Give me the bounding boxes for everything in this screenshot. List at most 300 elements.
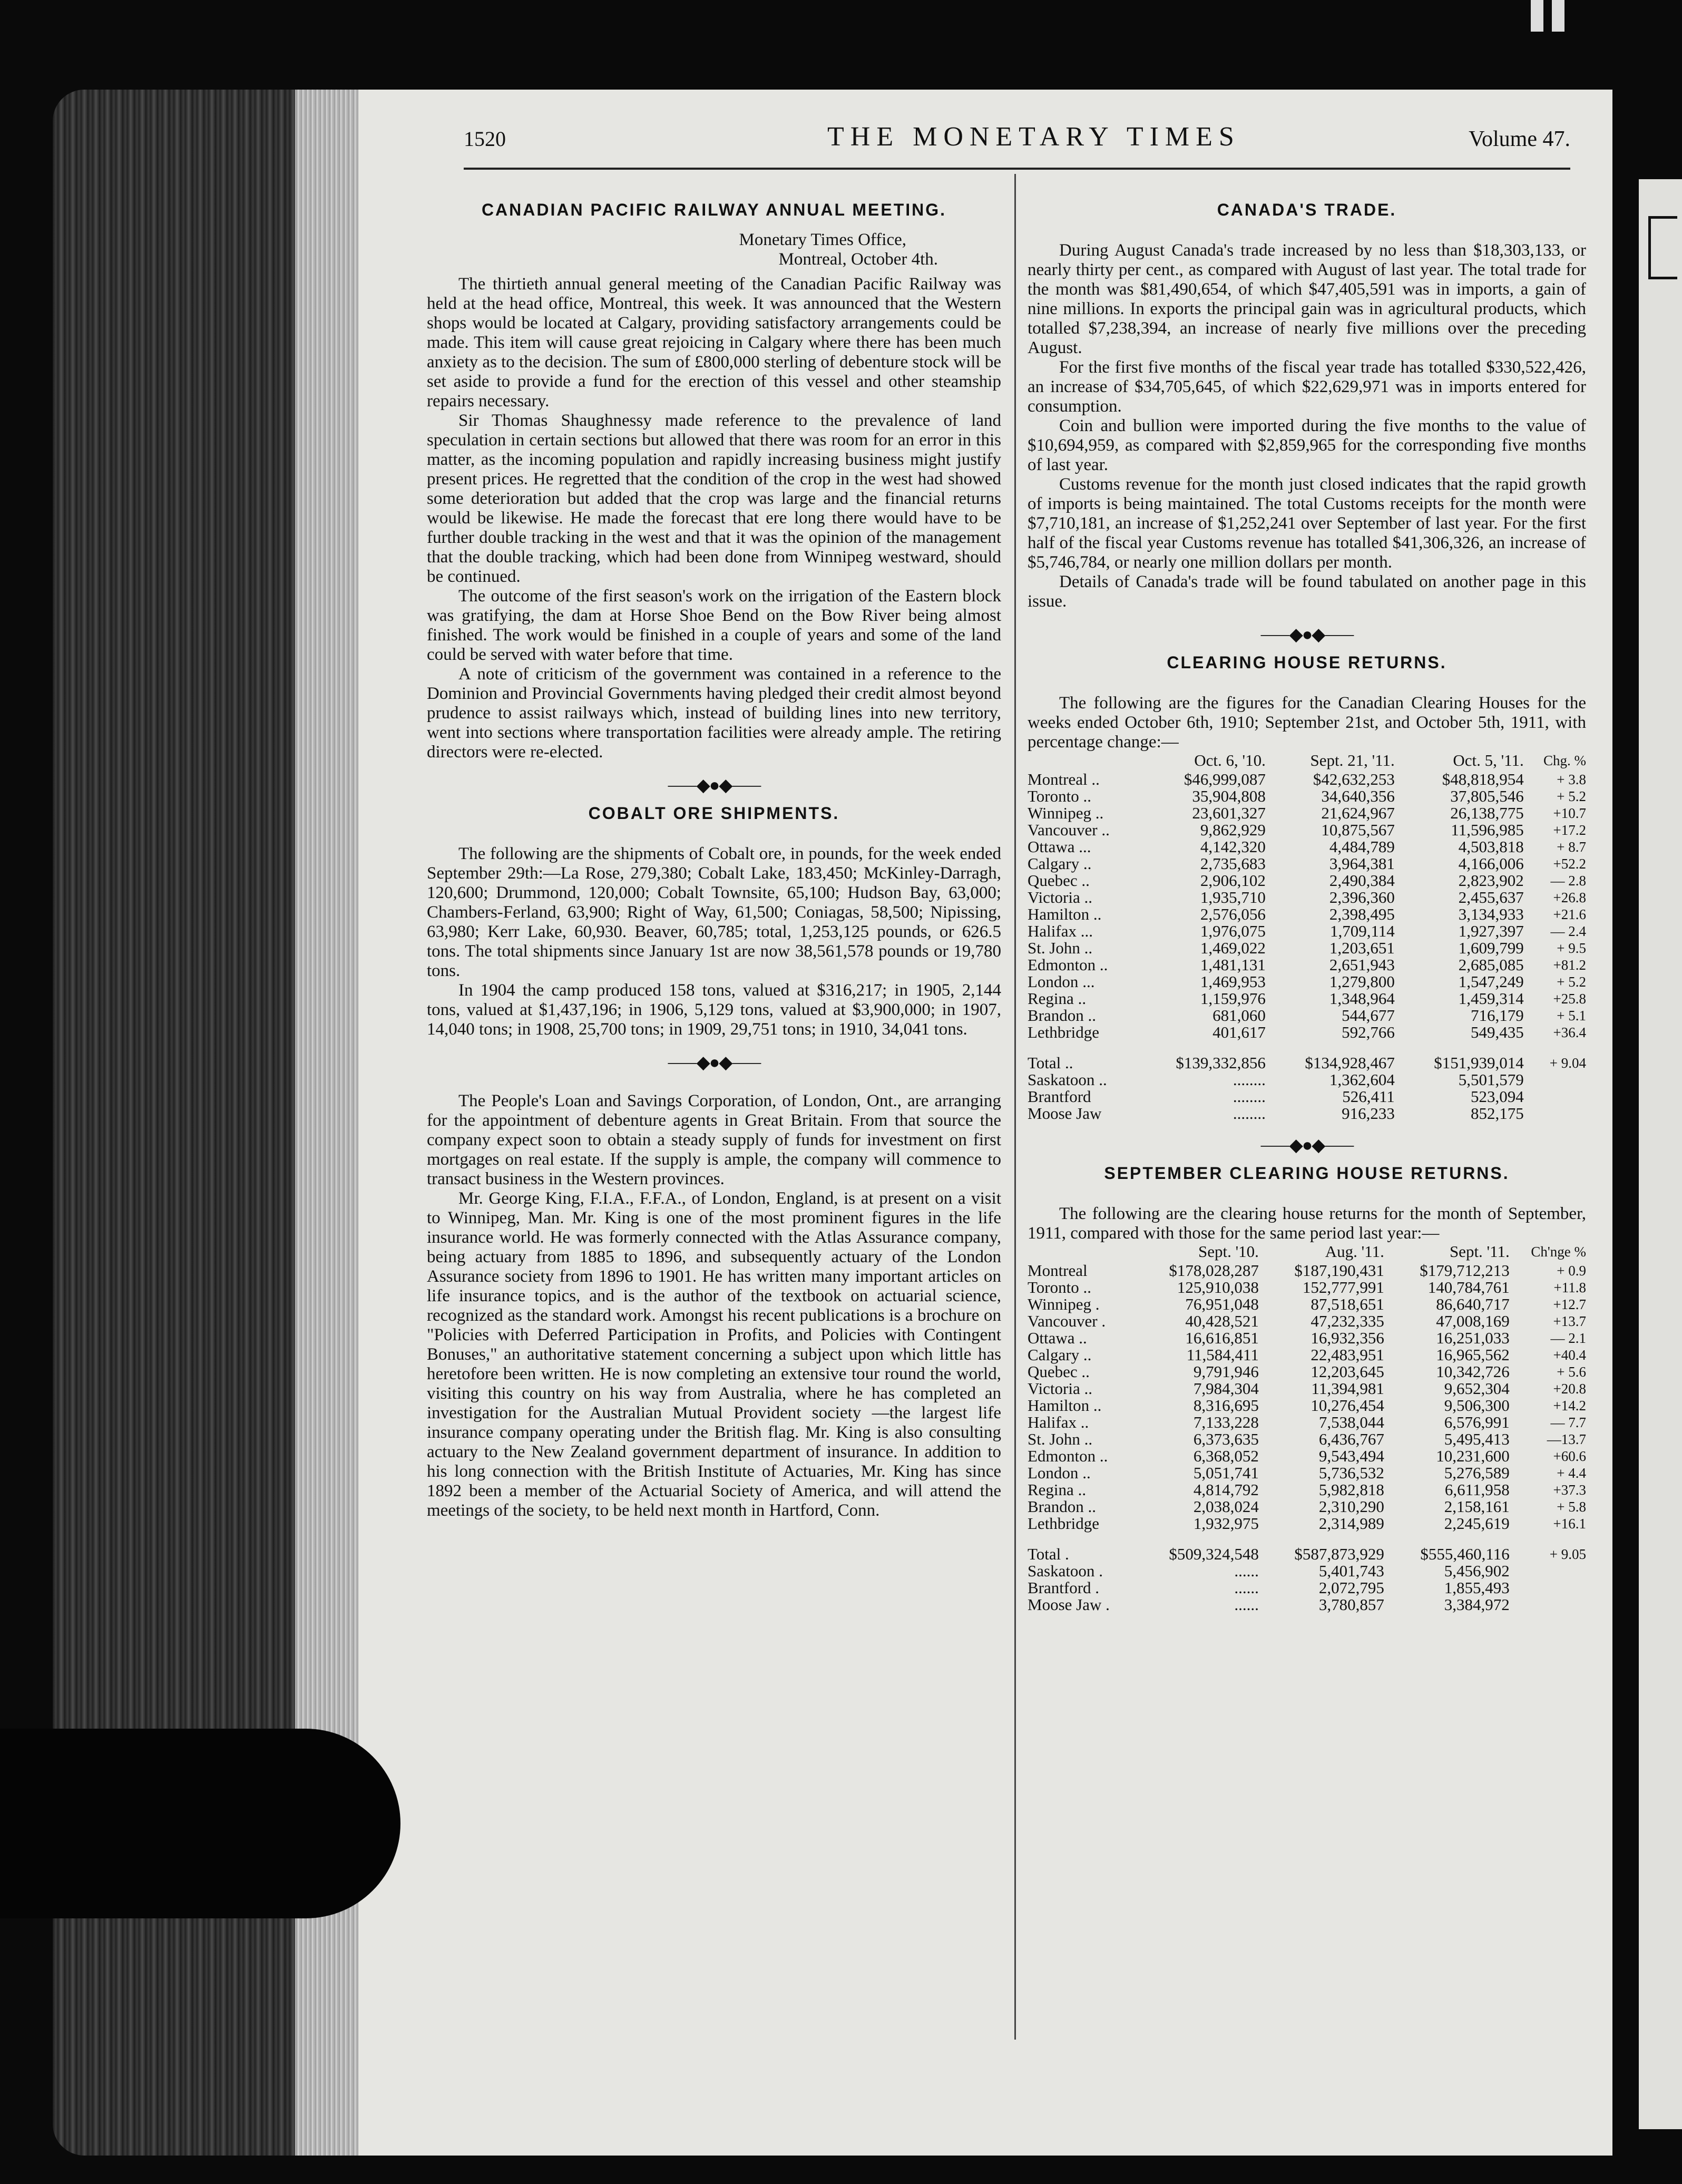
city-name: St. John <box>1028 1430 1080 1448</box>
change-cell: + 5.6 <box>1557 1364 1586 1380</box>
city-cell <box>1028 805 1137 822</box>
cpr-heading: CANADIAN PACIFIC RAILWAY ANNUAL MEETING. <box>481 200 947 219</box>
value-cell: 1,469,953 <box>1200 972 1266 991</box>
city-name: Victoria <box>1028 888 1080 906</box>
value-cell: 2,455,637 <box>1458 888 1524 906</box>
change-cell: + 8.7 <box>1557 839 1586 855</box>
value-cell: 1,348,964 <box>1329 989 1395 1008</box>
peoples-loan-paragraph: The People's Loan and Savings Corporation, of London, Ont., are arranging for the appointment of debenture agents in Great Britain. From that source the company expect soon to obtain a steady supply of funds for investment on first mortgages on real estate. If the supply is ample, the company will commence to transact business in the Western provinces. <box>427 1091 1001 1188</box>
change-cell <box>1510 1579 1586 1596</box>
table-row <box>1028 1498 1586 1515</box>
table-row <box>1028 1431 1586 1448</box>
city-cell <box>1028 1041 1137 1071</box>
change-cell: +11.8 <box>1553 1280 1586 1295</box>
city-cell <box>1028 1296 1133 1313</box>
value-cell: 34,640,356 <box>1321 787 1395 805</box>
city-cell <box>1028 1515 1133 1532</box>
city-cell <box>1028 1380 1133 1397</box>
value-cell: 6,368,052 <box>1193 1447 1259 1465</box>
table-row <box>1028 1279 1586 1296</box>
city-cell <box>1028 771 1137 788</box>
dot-leader: .. <box>1093 905 1102 923</box>
table-row <box>1028 788 1586 805</box>
value-cell: 2,906,102 <box>1200 871 1266 890</box>
trade-paragraph: During August Canada's trade increased by no less than $18,303,133, or nearly thirty per cent., as compared with August of last year. The total trade for the month was $81,490,654, of which $47,405,591 was in imports, a gain of nine millions. In exports the principal gain was in agricultural products, which totalled $7,238,394, an increase of nearly five millions over the preceding August. <box>1028 241 1586 357</box>
column-header: Chg. % <box>1543 753 1586 768</box>
city-cell <box>1028 889 1137 906</box>
change-cell: +20.8 <box>1553 1381 1586 1397</box>
table-row <box>1028 1363 1586 1380</box>
september-table-header <box>1028 1243 1586 1262</box>
table-row <box>1028 906 1586 923</box>
table-row <box>1028 1313 1586 1330</box>
value-cell: 1,932,975 <box>1193 1514 1259 1533</box>
table-row <box>1028 957 1586 973</box>
september-heading: SEPTEMBER CLEARING HOUSE RETURNS. <box>1104 1164 1510 1183</box>
value-cell: 2,735,683 <box>1200 854 1266 873</box>
dot-leader: ... <box>1079 837 1091 856</box>
value-cell: 86,640,717 <box>1436 1295 1510 1313</box>
value-cell: 5,982,818 <box>1318 1480 1384 1499</box>
dot-leader: .. <box>1079 1329 1087 1347</box>
value-cell: 2,685,085 <box>1458 955 1524 974</box>
value-cell: ...... <box>1234 1595 1259 1614</box>
value-cell: $42,632,253 <box>1313 770 1395 788</box>
city-cell <box>1028 1397 1133 1414</box>
value-cell: 1,976,075 <box>1200 922 1266 940</box>
change-cell: — 2.4 <box>1550 923 1586 939</box>
value-cell: 9,862,929 <box>1200 821 1266 839</box>
value-cell: 40,428,521 <box>1185 1312 1259 1330</box>
change-cell: +52.2 <box>1553 856 1586 872</box>
value-cell: 4,484,789 <box>1329 837 1395 856</box>
city-cell <box>1028 1448 1133 1465</box>
table-row <box>1028 1088 1586 1105</box>
trade-paragraph: For the first five months of the fiscal year trade has totalled $330,522,426, an increase of $34,705,645, of which $22,629,971 was in imports entered for consumption. <box>1028 358 1586 416</box>
table-row <box>1028 1397 1586 1414</box>
value-cell: 716,179 <box>1471 1006 1524 1025</box>
value-cell: 4,814,792 <box>1193 1480 1259 1499</box>
value-cell: 10,875,567 <box>1321 821 1395 839</box>
city-cell <box>1028 940 1137 957</box>
dot-leader: .. <box>1065 1054 1073 1072</box>
right-column <box>1028 200 1586 1613</box>
value-cell: 6,611,958 <box>1444 1480 1510 1499</box>
value-cell: 1,927,397 <box>1458 922 1524 940</box>
value-cell: 3,964,381 <box>1329 854 1395 873</box>
value-cell: 47,232,335 <box>1311 1312 1384 1330</box>
value-cell: 2,490,384 <box>1329 871 1395 890</box>
value-cell: 2,158,161 <box>1444 1497 1510 1516</box>
table-row <box>1028 1024 1586 1041</box>
value-cell: 16,616,851 <box>1185 1329 1259 1347</box>
city-cell <box>1028 1579 1133 1596</box>
value-cell: $179,712,213 <box>1420 1261 1510 1280</box>
dot-leader: .. <box>1078 1480 1087 1499</box>
value-cell: $587,873,929 <box>1294 1545 1384 1563</box>
table-row <box>1028 855 1586 872</box>
dot-leader: .. <box>1088 1497 1097 1516</box>
value-cell: 1,609,799 <box>1458 939 1524 957</box>
table-row <box>1028 771 1586 788</box>
value-cell: ........ <box>1233 1070 1266 1089</box>
scan-marker-left <box>1531 0 1543 32</box>
section-ornament: ⸺◆●◆⸺ <box>667 1053 761 1072</box>
dot-leader: . <box>1095 1295 1100 1313</box>
city-name: Edmonton <box>1028 955 1096 974</box>
change-cell: +81.2 <box>1553 957 1586 973</box>
value-cell: 2,651,943 <box>1329 955 1395 974</box>
change-cell: — 2.8 <box>1550 873 1586 889</box>
value-cell: ...... <box>1234 1562 1259 1580</box>
change-cell: + 5.1 <box>1557 1008 1586 1023</box>
value-cell: 2,576,056 <box>1200 905 1266 923</box>
value-cell: 6,436,767 <box>1318 1430 1384 1448</box>
city-name: Saskatoon <box>1028 1562 1095 1580</box>
table-row <box>1028 1596 1586 1613</box>
dot-leader: .. <box>1088 1006 1097 1025</box>
city-name: Vancouver <box>1028 1312 1098 1330</box>
dot-leader: .. <box>1095 804 1104 822</box>
table-row <box>1028 990 1586 1007</box>
scan-marker-right <box>1552 0 1564 32</box>
page-header <box>464 121 1570 163</box>
value-cell: 1,459,314 <box>1458 989 1524 1008</box>
change-cell: +12.7 <box>1553 1296 1586 1312</box>
table-row <box>1028 1414 1586 1431</box>
city-name: Brandon <box>1028 1006 1084 1025</box>
column-header: Oct. 5, '11. <box>1453 751 1524 769</box>
change-cell <box>1524 1088 1586 1105</box>
value-cell: 1,469,022 <box>1200 939 1266 957</box>
city-name: Lethbridge <box>1028 1023 1100 1041</box>
value-cell: 76,951,048 <box>1185 1295 1259 1313</box>
table-row <box>1028 1296 1586 1313</box>
value-cell: 7,538,044 <box>1318 1413 1384 1431</box>
change-cell: +13.7 <box>1553 1313 1586 1329</box>
value-cell: $134,928,467 <box>1305 1054 1395 1072</box>
city-name: Quebec <box>1028 871 1078 890</box>
city-cell <box>1028 1007 1137 1024</box>
change-cell: + 4.4 <box>1557 1465 1586 1481</box>
change-cell: +16.1 <box>1553 1516 1586 1532</box>
george-king-paragraph: Mr. George King, F.I.A., F.F.A., of London, England, is at present on a visit to Winnipeg, Man. Mr. King is one of the most prominent figures in the life insurance world. He was formerly connected with the Atlas Assurance company, being actuary from 1885 to 1896, and subsequently actuary of the London Assurance society from 1896 to 1901. He has written many important articles on life insurance topics, and is the author of the textbook on actuarial science, recognized as the standard work. Amongst his recent publications is a brochure on "Policies with Deferred Participation in Profits, and Policies with Contingent Bonuses," an authoritative statement concerning a subject upon which little has heretofore been written. He is now completing an extensive tour round the world, visiting this country on his way from Australia, where he has completed an investigation for the Australian Mutual Provident society —the largest life insurance company operating under the British flag. Mr. King is also consulting actuary to the New Zealand government department of insurance. In addition to his long connection with the British Institute of Actuaries, Mr. King has since 1892 been a member of the Actuarial Society of America, and will attend the meetings of the society, to be held next month in Hartford, Conn. <box>427 1189 1001 1520</box>
table-row <box>1028 1481 1586 1498</box>
table-row <box>1028 1330 1586 1347</box>
city-cell <box>1028 973 1137 990</box>
city-name: Total <box>1028 1054 1061 1072</box>
clearing-intro: The following are the figures for the Canadian Clearing Houses for the weeks ended October 6th, 1910; September 21st, and October 5th, 1911, with percentage change:— <box>1028 694 1586 752</box>
value-cell: 1,709,114 <box>1329 922 1395 940</box>
city-name: Winnipeg <box>1028 804 1092 822</box>
city-name: Brandon <box>1028 1497 1084 1516</box>
value-cell: 10,231,600 <box>1436 1447 1510 1465</box>
value-cell: 1,203,651 <box>1329 939 1395 957</box>
dot-leader: .. <box>1084 939 1093 957</box>
value-cell: 37,805,546 <box>1450 787 1524 805</box>
city-name: Halifax <box>1028 1413 1077 1431</box>
value-cell: 6,373,635 <box>1193 1430 1259 1448</box>
table-row <box>1028 872 1586 889</box>
value-cell: 526,411 <box>1342 1087 1395 1106</box>
change-cell <box>1510 1596 1586 1613</box>
value-cell: 5,456,902 <box>1444 1562 1510 1580</box>
clearing-table-header <box>1028 752 1586 771</box>
table-row <box>1028 973 1586 990</box>
cobalt-heading: COBALT ORE SHIPMENTS. <box>588 804 840 823</box>
dot-leader: .. <box>1099 1070 1107 1089</box>
value-cell: 1,279,800 <box>1329 972 1395 991</box>
value-cell: 1,159,976 <box>1200 989 1266 1008</box>
change-cell <box>1510 1563 1586 1579</box>
change-cell: +10.7 <box>1553 805 1586 821</box>
value-cell: ........ <box>1233 1104 1266 1123</box>
value-cell: 5,276,589 <box>1444 1464 1510 1482</box>
header-rule <box>464 168 1570 170</box>
value-cell: 5,501,579 <box>1458 1070 1524 1089</box>
value-cell: 6,576,991 <box>1444 1413 1510 1431</box>
dot-leader: . <box>1065 1545 1069 1563</box>
value-cell: 152,777,991 <box>1302 1278 1384 1296</box>
value-cell: $48,818,954 <box>1442 770 1524 788</box>
value-cell: 26,138,775 <box>1450 804 1524 822</box>
change-cell: + 5.2 <box>1557 974 1586 990</box>
value-cell: 8,316,695 <box>1193 1396 1259 1415</box>
city-name: London <box>1028 1464 1079 1482</box>
value-cell: 2,396,360 <box>1329 888 1395 906</box>
table-row <box>1028 923 1586 940</box>
value-cell: 2,038,024 <box>1193 1497 1259 1516</box>
city-name: Lethbridge <box>1028 1514 1100 1533</box>
change-cell: +17.2 <box>1553 822 1586 838</box>
change-cell <box>1524 1071 1586 1088</box>
value-cell: 7,133,228 <box>1193 1413 1259 1431</box>
value-cell: $509,324,548 <box>1169 1545 1259 1563</box>
city-name: Toronto <box>1028 787 1079 805</box>
total-row <box>1028 1532 1586 1563</box>
value-cell: 5,736,532 <box>1318 1464 1384 1482</box>
city-cell <box>1028 838 1137 855</box>
column-header: Ch'nge % <box>1531 1244 1586 1260</box>
city-name: Regina <box>1028 1480 1074 1499</box>
value-cell: ...... <box>1234 1578 1259 1597</box>
value-cell: $178,028,287 <box>1169 1261 1259 1280</box>
change-cell: +26.8 <box>1553 890 1586 905</box>
dot-leader: ... <box>1082 972 1095 991</box>
value-cell: 21,624,967 <box>1321 804 1395 822</box>
cpr-paragraph: A note of criticism of the government was contained in a reference to the Dominion and Provincial Governments having pledged their credit almost beyond prudence to assist railways which, instead of building lines into new territory, went into sections where transportation facilities were already ample. The retiring directors were re-elected. <box>427 665 1001 762</box>
dot-leader: . <box>1095 1578 1100 1597</box>
city-cell <box>1028 1088 1137 1105</box>
value-cell: 1,935,710 <box>1200 888 1266 906</box>
value-cell: 22,483,951 <box>1311 1345 1384 1364</box>
change-cell: +36.4 <box>1553 1025 1586 1040</box>
dot-leader: .. <box>1099 1447 1108 1465</box>
value-cell: 4,166,006 <box>1458 854 1524 873</box>
city-cell <box>1028 1532 1133 1563</box>
change-cell: +21.6 <box>1553 906 1586 922</box>
dot-leader: . <box>1106 1595 1110 1614</box>
column-header: Sept. '10. <box>1198 1242 1259 1261</box>
change-cell: +37.3 <box>1553 1482 1586 1498</box>
value-cell: 47,008,169 <box>1436 1312 1510 1330</box>
city-cell <box>1028 1465 1133 1481</box>
change-cell: — 2.1 <box>1550 1330 1586 1346</box>
trade-paragraph: Coin and bullion were imported during the five months to the value of $10,694,959, as compared with $2,859,965 for the corresponding five months of last year. <box>1028 416 1586 474</box>
city-cell <box>1028 1596 1133 1613</box>
cpr-dateline-place: Montreal, October 4th. <box>778 250 938 269</box>
binder-ring-shadow <box>0 1729 400 1918</box>
september-table-body <box>1028 1262 1586 1613</box>
city-cell <box>1028 1262 1133 1279</box>
value-cell: 2,072,795 <box>1318 1578 1384 1597</box>
cpr-paragraph: The outcome of the first season's work on the irrigation of the Eastern block was gratifying, the dam at Horse Shoe Bend on the Bow River being almost finished. The work would be finished in a couple of years and some of the land could be served with water before that time. <box>427 587 1001 664</box>
value-cell: 87,518,651 <box>1311 1295 1384 1313</box>
september-intro: The following are the clearing house returns for the month of September, 1911, compared with those for the same period last year:— <box>1028 1204 1586 1243</box>
table-row <box>1028 822 1586 838</box>
table-row <box>1028 1347 1586 1363</box>
dot-leader: .. <box>1080 1413 1089 1431</box>
city-name: Winnipeg <box>1028 1295 1092 1313</box>
section-ornament: ⸺◆●◆⸺ <box>1260 1136 1354 1155</box>
city-name: London <box>1028 972 1079 991</box>
value-cell: 2,398,495 <box>1329 905 1395 923</box>
september-table <box>1028 1243 1586 1613</box>
city-cell <box>1028 1498 1133 1515</box>
trade-paragraph: Details of Canada's trade will be found tabulated on another page in this issue. <box>1028 572 1586 611</box>
value-cell: 16,965,562 <box>1436 1345 1510 1364</box>
value-cell: 7,984,304 <box>1193 1379 1259 1398</box>
dot-leader: .. <box>1082 1464 1091 1482</box>
value-cell: ........ <box>1233 1087 1266 1106</box>
value-cell: $555,460,116 <box>1420 1545 1510 1563</box>
dot-leader: .. <box>1084 888 1092 906</box>
cpr-dateline-office: Monetary Times Office, <box>739 230 906 249</box>
city-cell <box>1028 1363 1133 1380</box>
change-cell: + 9.04 <box>1549 1055 1586 1071</box>
change-cell: +14.2 <box>1553 1398 1586 1413</box>
city-name: Victoria <box>1028 1379 1080 1398</box>
value-cell: 11,596,985 <box>1451 821 1524 839</box>
value-cell: 35,904,808 <box>1192 787 1266 805</box>
city-name: Hamilton <box>1028 1396 1090 1415</box>
cobalt-paragraph: In 1904 the camp produced 158 tons, valued at $316,217; in 1905, 2,144 tons, valued at $1,437,196; in 1906, 5,129 tons, valued at $3,900,000; in 1907, 14,040 tons; in 1908, 25,700 tons; in 1909, 29,751 tons; in 1910, 34,041 tons. <box>427 981 1001 1039</box>
value-cell: 3,384,972 <box>1444 1595 1510 1614</box>
city-name: Hamilton <box>1028 905 1090 923</box>
value-cell: 916,233 <box>1342 1104 1395 1123</box>
cpr-paragraph: Sir Thomas Shaughnessy made reference to the prevalence of land speculation in certain sections but allowed that there was room for an error in this matter, as the incoming population and rapidly increasing business might justify present prices. He regretted that the condition of the crop in the west had showed some deterioration but added that the crop was large and the financial returns would be likewise. He made the forecast that ere long there would have to be further double tracking in the west and that it was the opinion of the management that the double tracking, which had been done from Winnipeg westward, should be continued. <box>427 411 1001 586</box>
value-cell: 16,251,033 <box>1436 1329 1510 1347</box>
total-row <box>1028 1041 1586 1071</box>
cpr-paragraph: The thirtieth annual general meeting of the Canadian Pacific Railway was held at the head office, Montreal, this week. It was announced that the Western shops would be located at Calgary, providing satisfactory arrangements could be made. This item will cause great rejoicing in Calgary where there has been much anxiety as to the decision. The sum of £800,000 sterling of debenture stock will be set aside to provide a fund for the erection of this vessel and other steamship repairs necessary. <box>427 275 1001 411</box>
change-cell <box>1524 1105 1586 1122</box>
dot-leader: .. <box>1093 1396 1102 1415</box>
value-cell: 9,506,300 <box>1444 1396 1510 1415</box>
dot-leader: .. <box>1101 821 1110 839</box>
value-cell: 4,503,818 <box>1458 837 1524 856</box>
table-row <box>1028 1071 1586 1088</box>
change-cell: +60.6 <box>1553 1448 1586 1464</box>
column-header: Aug. '11. <box>1325 1242 1384 1261</box>
edge-bracket-mark <box>1648 216 1677 279</box>
clearing-heading: CLEARING HOUSE RETURNS. <box>1167 653 1447 672</box>
value-cell: 1,362,604 <box>1329 1070 1395 1089</box>
change-cell: + 9.5 <box>1557 940 1586 956</box>
city-name: Brantford <box>1028 1087 1091 1106</box>
value-cell: 9,791,946 <box>1193 1362 1259 1381</box>
city-name: St. John <box>1028 939 1080 957</box>
city-name: Brantford <box>1028 1578 1091 1597</box>
publication-title: THE MONETARY TIMES <box>827 122 1240 152</box>
table-row <box>1028 1262 1586 1279</box>
value-cell: 3,780,857 <box>1318 1595 1384 1614</box>
change-cell: + 0.9 <box>1557 1263 1586 1279</box>
city-cell <box>1028 1330 1133 1347</box>
city-cell <box>1028 1024 1137 1041</box>
value-cell: $46,999,087 <box>1184 770 1266 788</box>
city-name: Saskatoon <box>1028 1070 1095 1089</box>
city-name: Montreal <box>1028 1261 1088 1280</box>
change-cell: + 5.8 <box>1557 1499 1586 1515</box>
city-name: Ottawa <box>1028 1329 1075 1347</box>
value-cell: 2,314,989 <box>1318 1514 1384 1533</box>
value-cell: 401,617 <box>1212 1023 1266 1041</box>
value-cell: 5,495,413 <box>1444 1430 1510 1448</box>
change-cell: +25.8 <box>1553 991 1586 1007</box>
city-cell <box>1028 788 1137 805</box>
change-cell: + 3.8 <box>1557 772 1586 787</box>
column-header: Sept. '11. <box>1449 1242 1510 1261</box>
city-name: Moose Jaw <box>1028 1104 1102 1123</box>
left-column <box>427 200 1001 1520</box>
change-cell: — 7.7 <box>1550 1415 1586 1430</box>
city-name: Toronto <box>1028 1278 1079 1296</box>
city-cell <box>1028 1563 1133 1579</box>
value-cell: $187,190,431 <box>1294 1261 1384 1280</box>
city-name: Montreal <box>1028 770 1088 788</box>
trade-heading: CANADA'S TRADE. <box>1217 200 1397 219</box>
city-cell <box>1028 1414 1133 1431</box>
city-name: Calgary <box>1028 1345 1080 1364</box>
table-row <box>1028 1105 1586 1122</box>
trade-paragraph: Customs revenue for the month just closed indicates that the rapid growth of imports is being maintained. The total Customs receipts for the month were $7,710,181, an increase of $1,252,241 over September of last year. For the first half of the fiscal year Customs revenue has totalled $41,306,326, an increase of $5,746,784, or nearly one million dollars per month. <box>1028 475 1586 572</box>
clearing-table <box>1028 752 1586 1122</box>
column-header: Oct. 6, '10. <box>1194 751 1266 769</box>
change-cell: + 9.05 <box>1549 1546 1586 1562</box>
column-header: Sept. 21, '11. <box>1310 751 1395 769</box>
city-cell <box>1028 855 1137 872</box>
change-cell: —13.7 <box>1547 1431 1586 1447</box>
value-cell: 125,910,038 <box>1177 1278 1259 1296</box>
table-row <box>1028 1563 1586 1579</box>
cobalt-paragraph: The following are the shipments of Cobalt ore, in pounds, for the week ended September 29th:—La Rose, 279,380; Cobalt Lake, 183,450; McKinley-Darragh, 120,600; Drummond, 120,000; Cobalt Townsite, 65,100; Hudson Bay, 63,000; Chambers-Ferland, 63,900; Right of Way, 61,500; Coniagas, 58,500; Nipissing, 63,980; Kerr Lake, 60,930. Beaver, 60,785; total, 1,253,125 pounds, or 626.5 tons. The total shipments since January 1st are now 38,561,578 pounds or 19,780 tons. <box>427 844 1001 980</box>
value-cell: 2,245,619 <box>1444 1514 1510 1533</box>
city-cell <box>1028 872 1137 889</box>
value-cell: 11,584,411 <box>1186 1345 1259 1364</box>
dot-leader: .. <box>1081 1362 1090 1381</box>
value-cell: 16,932,356 <box>1311 1329 1384 1347</box>
city-name: Edmonton <box>1028 1447 1096 1465</box>
dot-leader: .. <box>1083 1345 1092 1364</box>
value-cell: 549,435 <box>1471 1023 1524 1041</box>
city-cell <box>1028 1431 1133 1448</box>
table-row <box>1028 1380 1586 1397</box>
city-name: Total <box>1028 1545 1061 1563</box>
city-cell <box>1028 1105 1137 1122</box>
value-cell: 2,823,902 <box>1458 871 1524 890</box>
section-ornament: ⸺◆●◆⸺ <box>1260 625 1354 645</box>
table-row <box>1028 1515 1586 1532</box>
